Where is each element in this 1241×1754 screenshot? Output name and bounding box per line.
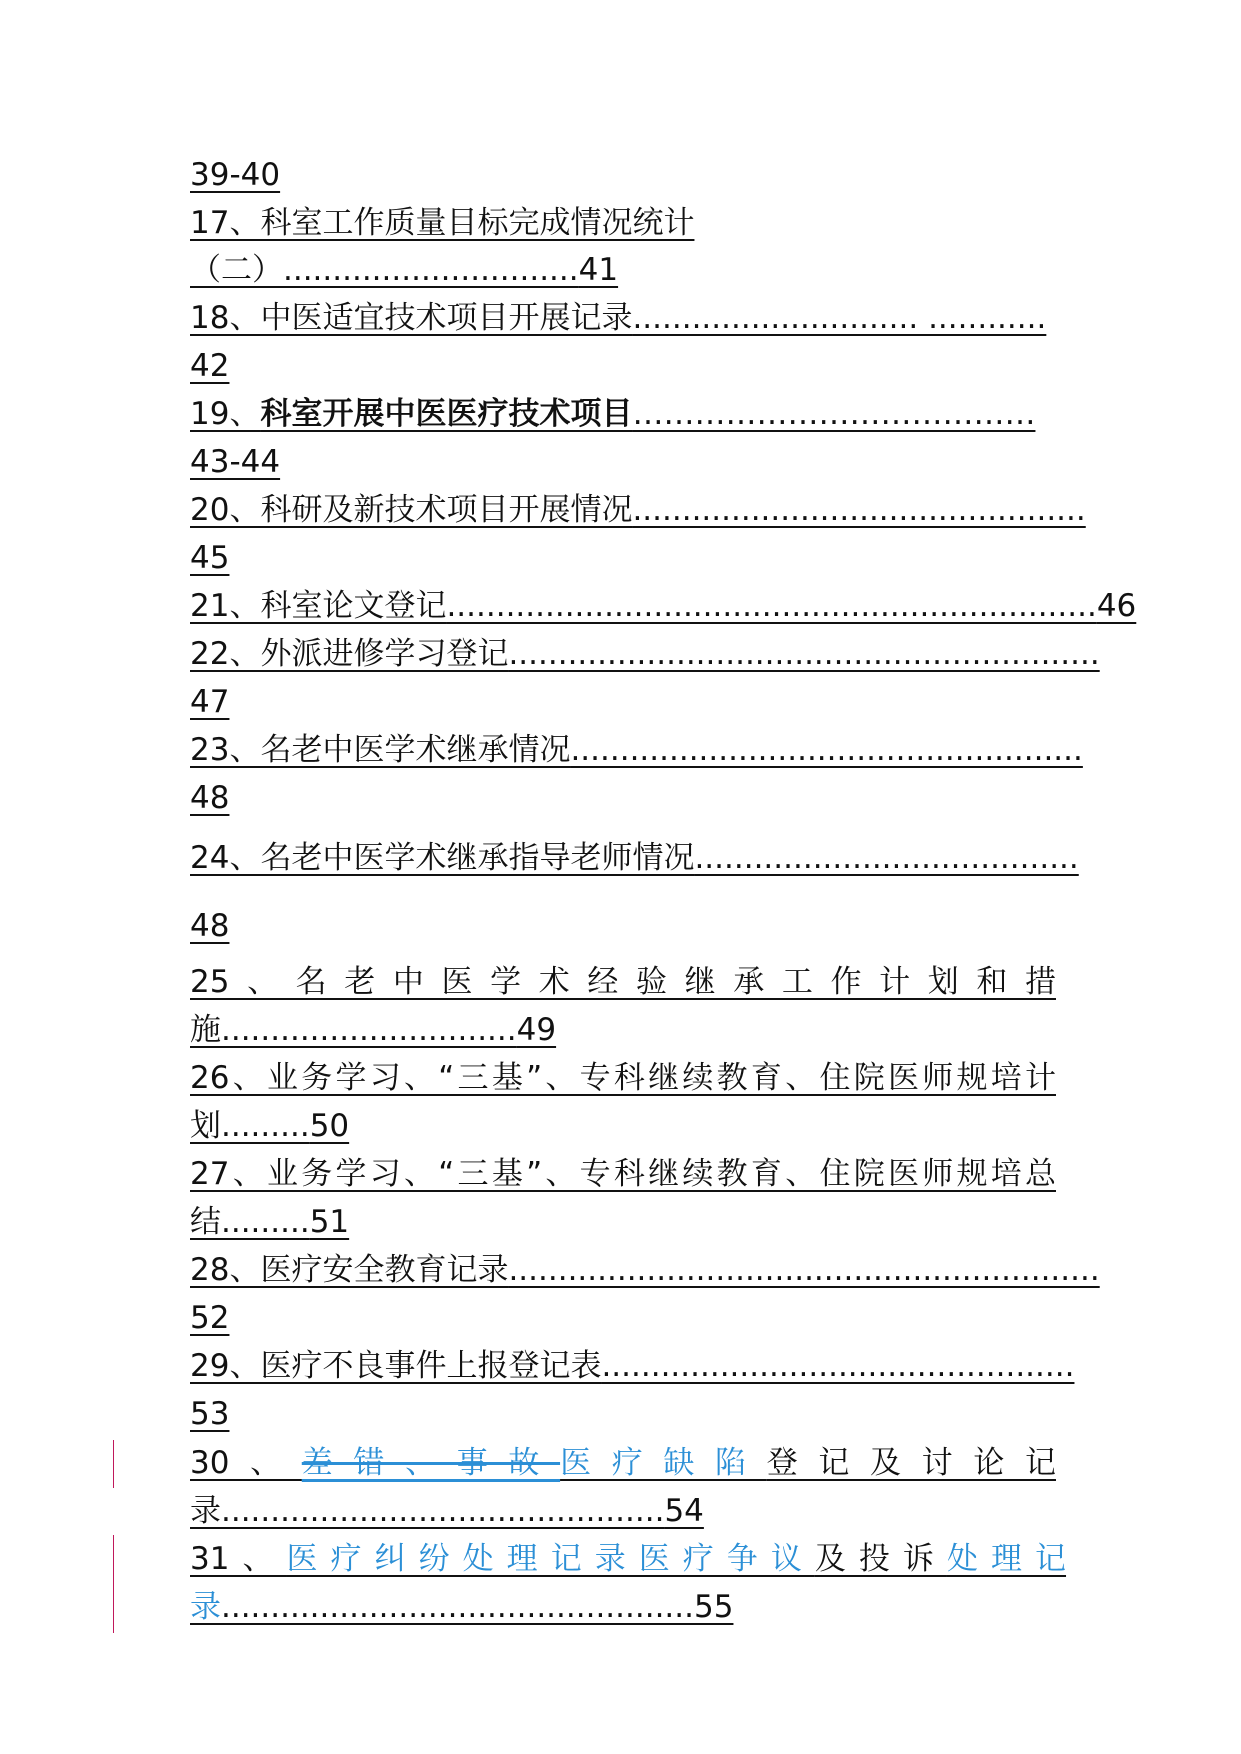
entry-title: 施 [190,1012,221,1048]
toc-entry-31 [190,1539,1066,1579]
leader-dots: ............................................. [221,1493,665,1529]
toc-entry-20 [190,490,1086,530]
toc-line-page-ref [190,1298,229,1338]
entry-title-bold: 科室开展中医医疗技术项目 [260,396,633,432]
toc-entry-26 [190,1058,1056,1098]
entry-title: 29、医疗不良事件上报登记表 [190,1348,602,1384]
toc-line-page-ref [190,1394,229,1434]
entry-title: 登记及讨论记 [766,1445,1056,1481]
toc-entry-21 [190,586,1137,626]
entry-title: 26、业务学习、“三基”、专科继续教育、住院医师规培计 [190,1060,1056,1096]
page-number: 46 [1096,588,1137,624]
leader-dots: ………………………………… [632,396,1036,432]
entry-number: 30、 [190,1445,302,1481]
entry-title: 划 [190,1108,221,1144]
leader-dots: ......... [221,1204,310,1240]
entry-title: 28、医疗安全教育记录 [190,1252,509,1288]
entry-title: （二） [190,252,283,288]
page-ref: 52 [190,1300,230,1336]
entry-title: 及投诉 [814,1541,947,1577]
leader-dots: ................................................ [601,1348,1075,1384]
toc-entry-27 [190,1154,1056,1194]
toc-entry-30-cont [190,1491,704,1531]
toc-entry-29 [190,1346,1075,1386]
leader-dots: ............................. ............ [632,300,1047,336]
page-number: 41 [578,252,619,288]
toc-entry-26-cont [190,1106,349,1146]
entry-number: 31、 [190,1541,287,1577]
entry-title: 27、业务学习、“三基”、专科继续教育、住院医师规培总 [190,1156,1056,1192]
leader-dots: .............................................. [632,492,1086,528]
page-number: 54 [664,1493,704,1529]
page-ref: 42 [190,348,230,384]
leader-dots: ......... [221,1108,310,1144]
toc-entry-23 [190,730,1083,770]
inserted-text: 医疗缺陷 [560,1445,767,1481]
inserted-text: 处理记 [946,1541,1067,1577]
change-bar [113,1440,114,1488]
leader-dots: ............................................................ [508,1252,1100,1288]
inserted-text: 录 [190,1589,221,1625]
entry-title: 23、名老中医学术继承情况 [190,732,571,768]
leader-dots: .............................. [221,1012,517,1048]
page-ref: 45 [190,540,230,576]
toc-line-page-ref [190,346,229,386]
page-number: 55 [694,1589,734,1625]
page-ref: 53 [190,1396,230,1432]
entry-title: 20、科研及新技术项目开展情况 [190,492,633,528]
leader-dots: .................................................... [570,732,1083,768]
toc-line-page-ref [190,538,229,578]
entry-title: 18、中医适宜技术项目开展记录 [190,300,633,336]
entry-number: 19、 [190,396,261,432]
toc-line-page-ref [190,682,229,722]
page-ref: 48 [190,780,230,816]
toc-entry-25-cont [190,1010,556,1050]
toc-line-page-ref [190,906,229,946]
inserted-text: 医疗纠纷处理记录医疗争议 [286,1541,815,1577]
leader-dots: ................................................ [221,1589,694,1625]
leader-dots: ....................................... [694,840,1079,876]
toc-entry-28 [190,1250,1100,1290]
entry-title: 24、名老中医学术继承指导老师情况 [190,840,695,876]
toc-entry-24 [190,838,1079,878]
toc-entry-25 [190,962,1056,1002]
page-number: 49 [516,1012,557,1048]
page-ref: 47 [190,684,230,720]
toc-entry-30 [190,1443,1056,1483]
toc-line-page-ref [190,155,280,195]
toc-entry-31-cont [190,1587,733,1627]
toc-entry-17 [190,203,694,243]
entry-title: 结 [190,1204,221,1240]
toc-line-page-ref [190,778,229,818]
toc-entry-22 [190,634,1100,674]
toc-entry-19 [190,394,1056,434]
toc-entry-17-cont [190,250,618,290]
page-ref: 43-44 [190,444,281,480]
page-number: 51 [309,1204,350,1240]
leader-dots: .............................. [283,252,579,288]
deleted-text: 差错、事故 [301,1445,561,1481]
entry-title: 22、外派进修学习登记 [190,636,509,672]
leader-dots: .................................................................. [446,588,1097,624]
toc-entry-27-cont [190,1202,349,1242]
entry-title: 21、科室论文登记 [190,588,447,624]
toc-entry-18 [190,298,1056,338]
leader-dots: ............................................................ [508,636,1100,672]
page-number: 50 [309,1108,350,1144]
entry-title: 17、科室工作质量目标完成情况统计 [190,205,695,241]
page-ref: 48 [190,908,230,944]
change-bar [113,1535,114,1633]
page-ref: 39-40 [190,157,281,193]
entry-title: 25、名老中医学术经验继承工作计划和措 [190,964,1056,1000]
entry-title: 录 [190,1493,221,1529]
toc-line-page-ref [190,442,280,482]
